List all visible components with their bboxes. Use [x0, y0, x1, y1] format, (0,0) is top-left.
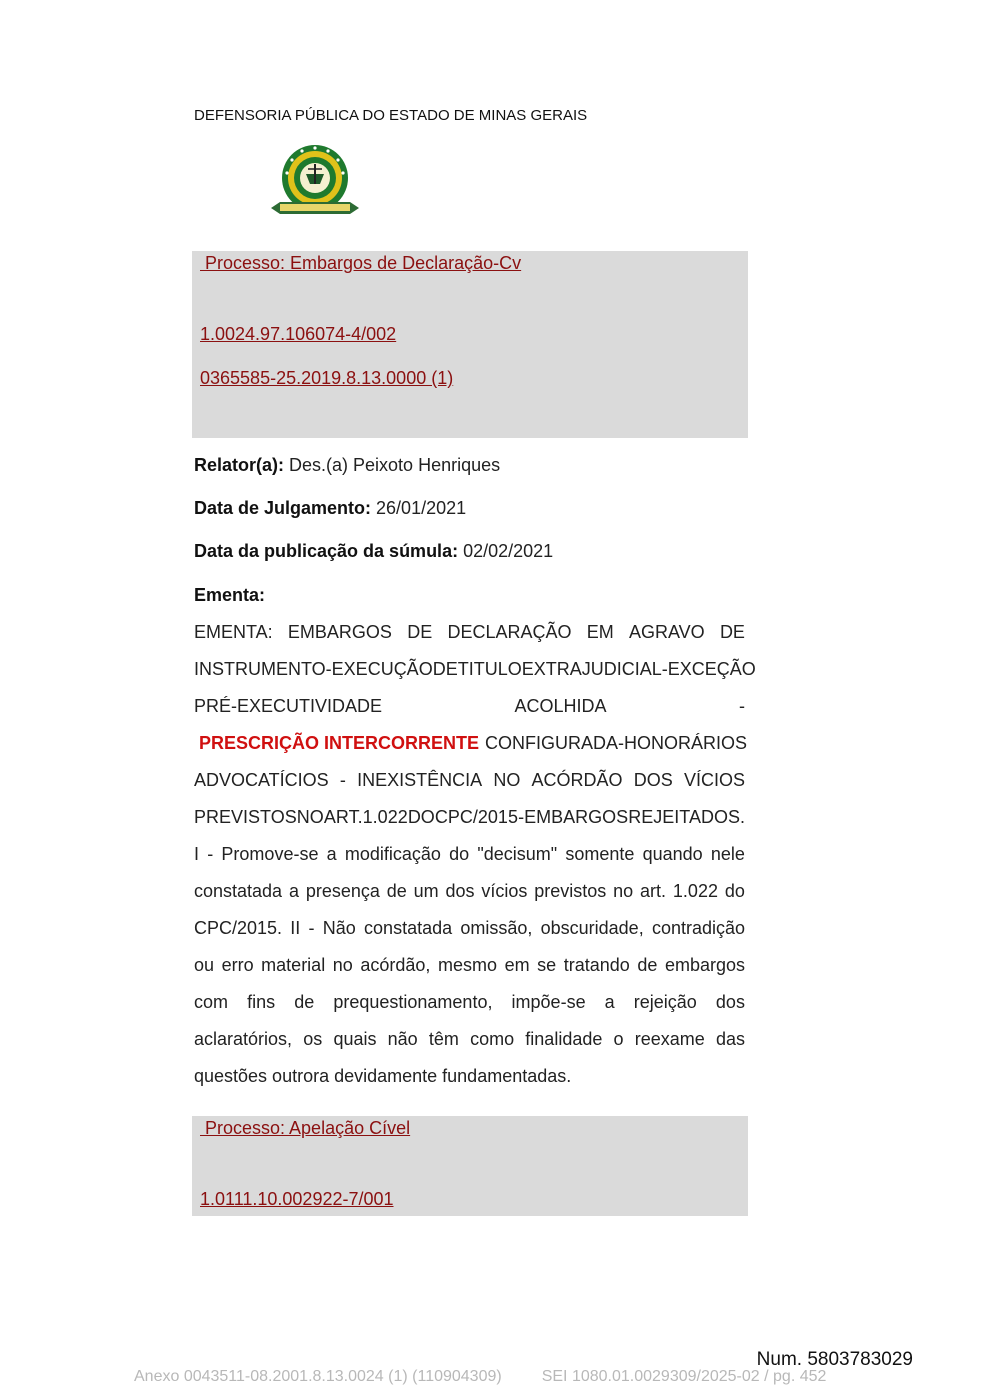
ementa-word: ou — [194, 955, 215, 975]
ementa-word: material — [261, 955, 326, 975]
ementa-word: constatada — [364, 918, 453, 938]
ementa-text — [194, 614, 756, 1095]
ementa-word: - — [308, 918, 315, 938]
ementa-word: omissão, — [460, 918, 533, 938]
ementa-word: PREVISTOS — [194, 807, 297, 827]
processo-number-link-1[interactable]: 1.0024.97.106074-4/002 — [200, 324, 397, 344]
ementa-word: de — [294, 992, 315, 1012]
ementa-word: DE — [432, 659, 458, 679]
ementa-word: ADVOCATÍCIOS — [194, 770, 329, 790]
ementa-word: acórdão, — [360, 955, 431, 975]
ementa-line — [194, 614, 745, 651]
ementa-word: como — [470, 1029, 515, 1049]
ementa-word: CONFIGURADA — [485, 733, 619, 753]
ementa-word: EXECUÇÃO — [331, 659, 433, 679]
ementa-line-highlight — [194, 725, 748, 762]
ementa-word: - — [661, 659, 668, 679]
defensoria-seal-icon — [268, 138, 364, 222]
ementa-line-last: questões outrora devidamente fundamentadas. — [194, 1066, 572, 1086]
ementa-word: EXCEÇÃO — [667, 659, 756, 679]
ementa-word: no — [613, 881, 634, 901]
ementa-label: Ementa: — [194, 585, 266, 605]
ementa-word: mesmo — [437, 955, 497, 975]
ementa-word: HONORÁRIOS — [624, 733, 748, 753]
ementa-word: reexame — [634, 1029, 705, 1049]
ementa-heading — [194, 585, 265, 606]
ementa-word: DECLARAÇÃO — [447, 622, 572, 642]
ementa-line — [194, 799, 745, 836]
ementa-word: VÍCIOS — [683, 770, 745, 790]
ementa-word: do — [724, 881, 745, 901]
ementa-word: INSTRUMENTO — [194, 659, 326, 679]
ementa-word: não — [387, 1029, 418, 1049]
ementa-word: - — [207, 844, 214, 864]
processo-link-1[interactable]: Processo: Embargos de Declaração-Cv — [200, 253, 522, 273]
ementa-word: - — [518, 807, 525, 827]
ementa-word: se — [537, 955, 557, 975]
ementa-word: art. — [640, 881, 667, 901]
ementa-word: - — [325, 659, 332, 679]
ementa-line — [194, 873, 745, 910]
ementa-word: contradição — [651, 918, 745, 938]
ementa-word: do — [449, 844, 470, 864]
ementa-word: - — [738, 696, 745, 716]
processo-number-link-2[interactable]: 1.0111.10.002922-7/001 — [200, 1189, 394, 1209]
document-number: Num. 5803783029 — [756, 1349, 913, 1370]
julgamento-line — [194, 498, 466, 519]
ementa-word: ACÓRDÃO — [531, 770, 623, 790]
ementa-word: INEXISTÊNCIA — [357, 770, 483, 790]
ementa-line — [194, 910, 745, 947]
ementa-word: PRÉ-EXECUTIVIDADE — [194, 696, 383, 716]
ementa-word: - — [618, 733, 625, 753]
ementa-word: dos — [445, 881, 475, 901]
ementa-line-rest — [485, 725, 747, 762]
institution-header: DEFENSORIA PÚBLICA DO ESTADO DE MINAS GERAIS — [194, 107, 588, 124]
ementa-word: TITULO — [457, 659, 522, 679]
ementa-word: de — [637, 955, 658, 975]
ementa-word: obscuridade, — [540, 918, 644, 938]
julgamento-label: Data de Julgamento: — [194, 498, 372, 518]
publicacao-value: 02/02/2021 — [458, 541, 554, 561]
ementa-word: "decisum" — [477, 844, 558, 864]
ementa-word: erro — [221, 955, 254, 975]
ementa-word: EMENTA: — [194, 622, 273, 642]
ementa-word: nele — [710, 844, 745, 864]
ementa-word: presença — [305, 881, 380, 901]
ementa-word: 1.022 — [362, 807, 408, 827]
ementa-line — [194, 1021, 745, 1058]
prescricao-highlight: PRESCRIÇÃO INTERCORRENTE — [199, 733, 480, 753]
ementa-word: das — [715, 1029, 745, 1049]
ementa-word: rejeição — [633, 992, 697, 1012]
ementa-word: aclaratórios, — [194, 1029, 293, 1049]
ementa-word: 1.022 — [672, 881, 718, 901]
ementa-word: ACOLHIDA — [514, 696, 607, 716]
ementa-word: EMBARGOS — [524, 807, 629, 827]
ementa-word: quando — [642, 844, 703, 864]
ementa-word: vícios — [481, 881, 528, 901]
ementa-word: impõe-se — [511, 992, 586, 1012]
ementa-word: DOS — [633, 770, 673, 790]
ementa-word: NO — [296, 807, 324, 827]
ementa-line — [194, 651, 756, 688]
ementa-word: fins — [247, 992, 276, 1012]
ementa-word: dos — [715, 992, 745, 1012]
processo-cnj-link-1[interactable]: 0365585-25.2019.8.13.0000 (1) — [200, 368, 454, 388]
ementa-word: um — [413, 881, 439, 901]
ementa-word: tratando — [563, 955, 630, 975]
ementa-word: Promove-se — [221, 844, 319, 864]
ementa-word: AGRAVO — [629, 622, 705, 642]
ementa-word: a — [604, 992, 615, 1012]
relator-label: Relator(a): — [194, 455, 285, 475]
ementa-word: somente — [565, 844, 635, 864]
ementa-word: DO — [407, 807, 435, 827]
ementa-word: quais — [333, 1029, 377, 1049]
ementa-word: a — [288, 881, 299, 901]
ementa-line — [194, 762, 745, 799]
ementa-word: EXTRAJUDICIAL — [521, 659, 662, 679]
ementa-word: Não — [322, 918, 356, 938]
ementa-word: prequestionamento, — [333, 992, 493, 1012]
ementa-word: NO — [493, 770, 521, 790]
ementa-word: CPC/2015. — [194, 918, 283, 938]
ementa-word: DE — [407, 622, 433, 642]
ementa-word: I — [194, 844, 200, 864]
ementa-line — [194, 836, 745, 873]
ementa-word: REJEITADOS. — [628, 807, 745, 827]
ementa-word: a — [326, 844, 337, 864]
ementa-word: em — [504, 955, 530, 975]
ementa-word: no — [332, 955, 353, 975]
ementa-word: - — [339, 770, 346, 790]
ementa-word: CPC/2015 — [434, 807, 518, 827]
relator-line — [194, 455, 500, 476]
ementa-word: os — [303, 1029, 323, 1049]
ementa-word: embargos — [664, 955, 745, 975]
ementa-line — [194, 688, 745, 725]
julgamento-value: 26/01/2021 — [371, 498, 467, 518]
ementa-line — [194, 947, 745, 984]
processo-link-2[interactable]: Processo: Apelação Cível — [200, 1118, 411, 1138]
ementa-word: previstos — [534, 881, 607, 901]
relator-value: Des.(a) Peixoto Henriques — [284, 455, 501, 475]
ementa-word: constatada — [194, 881, 283, 901]
ementa-word: o — [613, 1029, 624, 1049]
publicacao-line — [194, 541, 553, 562]
ementa-word: EMBARGOS — [287, 622, 392, 642]
publicacao-label: Data da publicação da súmula: — [194, 541, 459, 561]
ementa-word: finalidade — [525, 1029, 603, 1049]
ementa-word: EM — [586, 622, 614, 642]
ementa-word: de — [386, 881, 407, 901]
ementa-line — [194, 984, 745, 1021]
ementa-word: com — [194, 992, 229, 1012]
annex-watermark: Anexo 0043511-08.2001.8.13.0024 (1) (110904309) SEI 1080.01.0029309/2025-02 / pg. 452 — [134, 1368, 827, 1385]
ementa-word: modificação — [344, 844, 441, 864]
ementa-word: têm — [428, 1029, 459, 1049]
ementa-word: II — [290, 918, 301, 938]
ementa-word: DE — [719, 622, 745, 642]
ementa-word: ART. — [323, 807, 363, 827]
